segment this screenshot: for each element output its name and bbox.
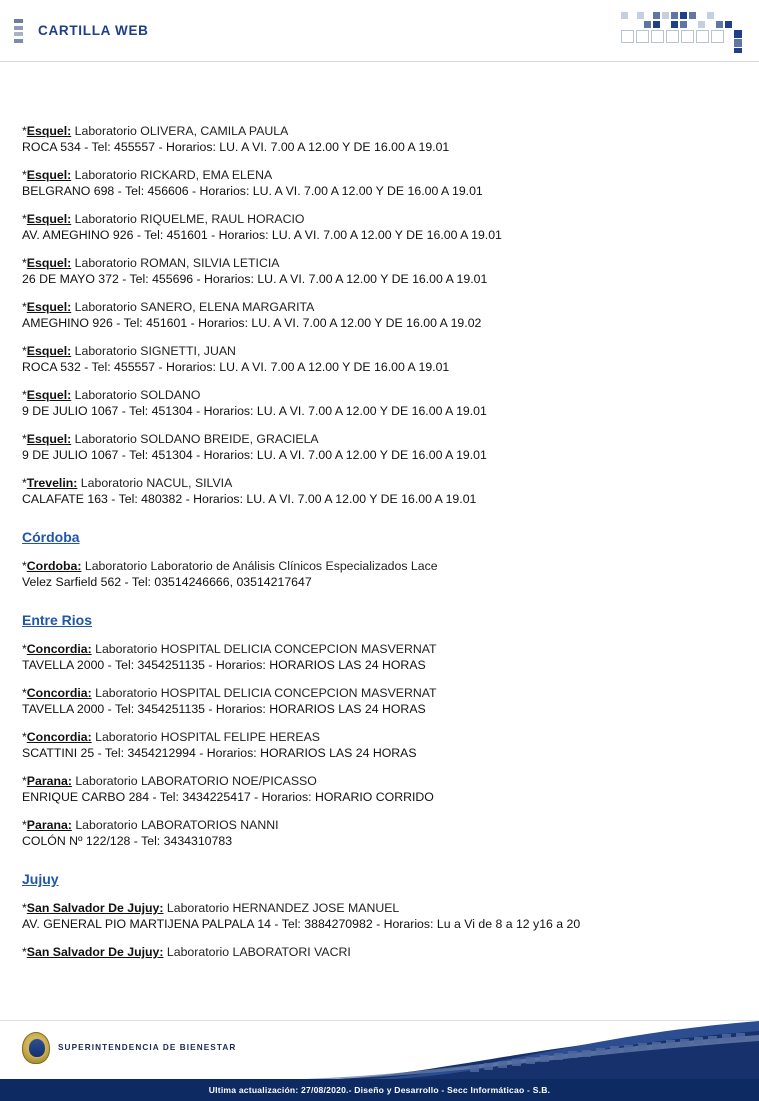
lab-details: ENRIQUE CARBO 284 - Tel: 3434225417 - Horarios: HORARIO CORRIDO [22, 790, 434, 804]
bullet-star: * [22, 168, 27, 182]
footer-graphic-band [0, 1020, 759, 1079]
city-label: San Salvador De Jujuy: [26, 901, 164, 915]
bullet-star: * [22, 476, 27, 490]
city-label: Concordia: [26, 730, 92, 744]
city-label: Concordia: [26, 642, 92, 656]
lab-details: 9 DE JULIO 1067 - Tel: 451304 - Horarios: LU. A VI. 7.00 A 12.00 Y DE 16.00 A 19.01 [22, 448, 487, 462]
lab-details: AV. GENERAL PIO MARTIJENA PALPALA 14 - Tel: 3884270982 - Horarios: Lu a Vi de 8 a 12 y16 a 20 [22, 917, 581, 931]
lab-name: Laboratorio LABORATORI VACRI [166, 945, 351, 959]
lab-details: COLÓN Nº 122/128 - Tel: 3434310783 [22, 834, 233, 848]
institutional-seal-icon [22, 1032, 50, 1064]
lab-details: Velez Sarfield 562 - Tel: 03514246666, 03514217647 [22, 575, 312, 589]
bullet-star: * [22, 124, 27, 138]
lab-name: Laboratorio NACUL, SILVIA [80, 476, 233, 490]
bullet-star: * [22, 642, 27, 656]
page-header [0, 0, 759, 62]
entry-list-chubut [22, 124, 737, 507]
list-item [22, 901, 737, 932]
lab-name: Laboratorio SOLDANO BREIDE, GRACIELA [74, 432, 319, 446]
city-label: San Salvador De Jujuy: [26, 945, 164, 959]
bullet-star: * [22, 818, 27, 832]
city-label: Concordia: [26, 686, 92, 700]
city-label: Parana: [26, 818, 72, 832]
city-label: Parana: [26, 774, 72, 788]
list-item [22, 168, 737, 199]
list-item [22, 388, 737, 419]
bullet-star: * [22, 901, 27, 915]
bullet-star: * [22, 559, 27, 573]
region-heading-cordoba[interactable]: Córdoba [22, 529, 80, 545]
region-heading-jujuy[interactable]: Jujuy [22, 871, 59, 887]
list-item [22, 642, 737, 673]
document-body [0, 62, 759, 1020]
city-label: Esquel: [26, 212, 72, 226]
list-item [22, 686, 737, 717]
city-label: Esquel: [26, 256, 72, 270]
lab-name: Laboratorio RIQUELME, RAUL HORACIO [74, 212, 305, 226]
lab-name: Laboratorio Laboratorio de Análisis Clínicos Especializados Lace [84, 559, 438, 573]
lab-details: AV. AMEGHINO 926 - Tel: 451601 - Horarios: LU. A VI. 7.00 A 12.00 Y DE 16.00 A 19.01 [22, 228, 502, 242]
bullet-star: * [22, 432, 27, 446]
lab-details: SCATTINI 25 - Tel: 3454212994 - Horarios: HORARIOS LAS 24 HORAS [22, 746, 417, 760]
lab-name: Laboratorio SANERO, ELENA MARGARITA [74, 300, 315, 314]
city-label: Trevelin: [26, 476, 78, 490]
page-title: CARTILLA WEB [38, 23, 149, 38]
lab-name: Laboratorio HOSPITAL FELIPE HEREAS [95, 730, 320, 744]
page-footer [0, 1020, 759, 1101]
lab-name: Laboratorio LABORATORIOS NANNI [75, 818, 279, 832]
bullet-star: * [22, 686, 27, 700]
bullet-star: * [22, 300, 27, 314]
lab-name: Laboratorio RICKARD, EMA ELENA [74, 168, 273, 182]
list-item [22, 300, 737, 331]
lab-details: BELGRANO 698 - Tel: 456606 - Horarios: LU. A VI. 7.00 A 12.00 Y DE 16.00 A 19.01 [22, 184, 483, 198]
list-item [22, 730, 737, 761]
lab-details: ROCA 534 - Tel: 455557 - Horarios: LU. A VI. 7.00 A 12.00 Y DE 16.00 A 19.01 [22, 140, 450, 154]
list-item [22, 945, 737, 960]
footer-update-text: Ultima actualización: 27/08/2020.- Diseño y Desarrollo - Secc Informáticao - S.B. [0, 1079, 759, 1101]
list-item [22, 124, 737, 155]
lab-details: 9 DE JULIO 1067 - Tel: 451304 - Horarios: LU. A VI. 7.00 A 12.00 Y DE 16.00 A 19.01 [22, 404, 487, 418]
list-item [22, 212, 737, 243]
list-item [22, 559, 737, 590]
lab-name: Laboratorio ROMAN, SILVIA LETICIA [74, 256, 280, 270]
city-label: Cordoba: [26, 559, 82, 573]
footer-organization-label: SUPERINTENDENCIA DE BIENESTAR [58, 1043, 237, 1052]
list-item [22, 818, 737, 849]
lab-details: TAVELLA 2000 - Tel: 3454251135 - Horarios: HORARIOS LAS 24 HORAS [22, 702, 426, 716]
city-label: Esquel: [26, 168, 72, 182]
lab-name: Laboratorio SOLDANO [74, 388, 201, 402]
city-label: Esquel: [26, 300, 72, 314]
bullet-star: * [22, 774, 27, 788]
region-heading-entre-rios[interactable]: Entre Rios [22, 612, 93, 628]
lab-name: Laboratorio LABORATORIO NOE/PICASSO [75, 774, 317, 788]
bullet-star: * [22, 212, 27, 226]
list-item [22, 344, 737, 375]
lab-details: TAVELLA 2000 - Tel: 3454251135 - Horarios: HORARIOS LAS 24 HORAS [22, 658, 426, 672]
list-item [22, 476, 737, 507]
city-label: Esquel: [26, 432, 72, 446]
bullet-star: * [22, 388, 27, 402]
lab-details: ROCA 532 - Tel: 455557 - Horarios: LU. A VI. 7.00 A 12.00 Y DE 16.00 A 19.01 [22, 360, 450, 374]
list-item [22, 432, 737, 463]
lab-name: Laboratorio HOSPITAL DELICIA CONCEPCION MASVERNAT [95, 686, 437, 700]
lab-details: CALAFATE 163 - Tel: 480382 - Horarios: LU. A VI. 7.00 A 12.00 Y DE 16.00 A 19.01 [22, 492, 477, 506]
list-item [22, 774, 737, 805]
lab-name: Laboratorio HERNANDEZ JOSE MANUEL [166, 901, 400, 915]
bullet-star: * [22, 344, 27, 358]
lab-name: Laboratorio HOSPITAL DELICIA CONCEPCION MASVERNAT [95, 642, 437, 656]
city-label: Esquel: [26, 344, 72, 358]
list-item [22, 256, 737, 287]
bullet-star: * [22, 945, 27, 959]
bullet-star: * [22, 730, 27, 744]
lab-details: 26 DE MAYO 372 - Tel: 455696 - Horarios: LU. A VI. 7.00 A 12.00 Y DE 16.00 A 19.01 [22, 272, 488, 286]
bars-logo-icon [14, 19, 23, 43]
lab-name: Laboratorio OLIVERA, CAMILA PAULA [74, 124, 289, 138]
city-label: Esquel: [26, 124, 72, 138]
bullet-star: * [22, 256, 27, 270]
lab-name: Laboratorio SIGNETTI, JUAN [74, 344, 236, 358]
city-label: Esquel: [26, 388, 72, 402]
pixel-blocks-decoration-icon [621, 8, 751, 54]
lab-details: AMEGHINO 926 - Tel: 451601 - Horarios: LU. A VI. 7.00 A 12.00 Y DE 16.00 A 19.02 [22, 316, 482, 330]
